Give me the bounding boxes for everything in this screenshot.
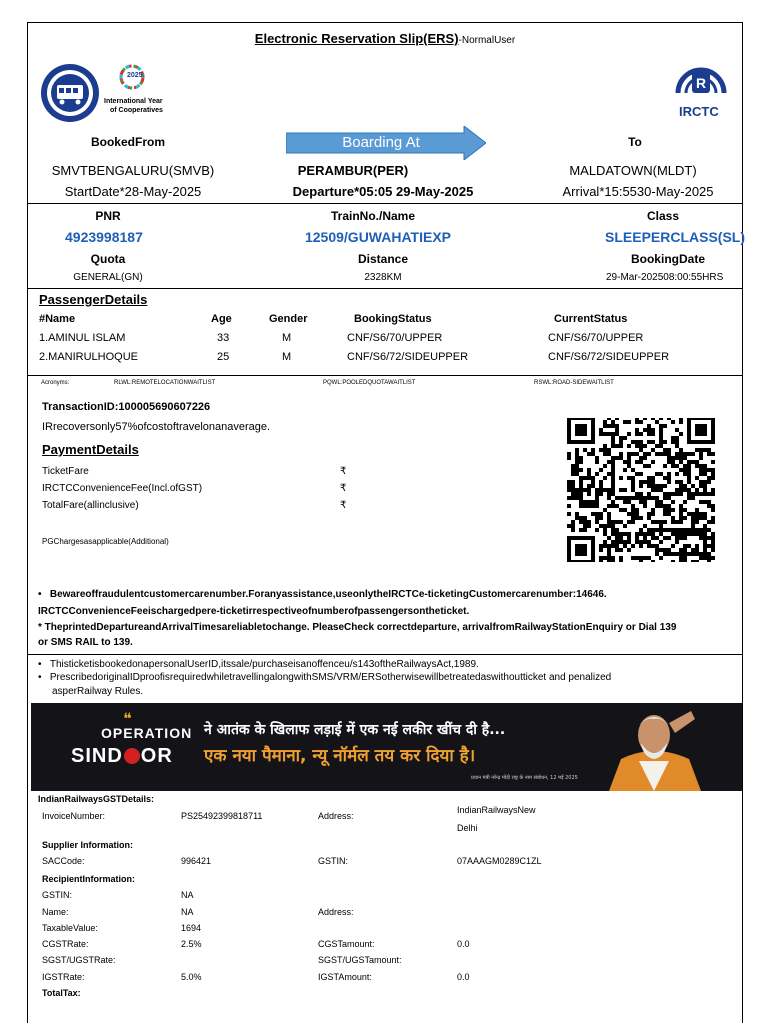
booking-date-value: 29-Mar-202508:00:55HRS (606, 272, 724, 283)
boarding-at-label: Boarding At (342, 134, 420, 151)
pnr-label: PNR (95, 209, 121, 223)
banner-quote-mark: ❝ (123, 709, 132, 728)
banner-caption: प्रधान मंत्री नरेन्द्र मोदी राष्ट्र के नाम संबोधन, 12 मई 2025 (471, 775, 578, 781)
supplier-gstin-value: 07AAAGM0289C1ZL (457, 856, 542, 866)
banner-operation: OPERATION (101, 725, 193, 741)
address-label: Address: (318, 811, 354, 821)
sgst-amount-label: SGST/UGSTamount: (318, 955, 402, 965)
taxable-value-label: TaxableValue: (42, 923, 98, 933)
arrival-time: Arrival*15:5530-May-2025 (562, 184, 714, 199)
sindoor-dot-icon (124, 748, 140, 764)
banner-portrait (599, 703, 709, 791)
notice-bullet-1: • Bewareoffraudulentcustomercarenumber.Foranyassistance,useonlytheIRCTCe-ticketingCustomercarenumber:14646. (38, 589, 607, 600)
recipient-name-label: Name: (42, 907, 69, 917)
total-fare-rupee: ₹ (340, 500, 347, 511)
address-line-2: Delhi (457, 823, 478, 833)
cgst-rate-label: CGSTRate: (42, 939, 89, 949)
col-header-current-status: CurrentStatus (554, 313, 628, 325)
indian-railways-logo (40, 63, 100, 123)
title-main: Electronic Reservation Slip(ERS) (254, 31, 459, 46)
passenger-current-status: CNF/S6/70/UPPER (548, 332, 644, 344)
col-header-age: Age (211, 313, 232, 325)
qr-code (565, 418, 717, 562)
passenger-booking-status: CNF/S6/70/UPPER (347, 332, 443, 344)
sgst-rate-label: SGST/UGSTRate: (42, 955, 116, 965)
passenger-name: 2.MANIRULHOQUE (39, 351, 139, 363)
distance-value: 2328KM (364, 272, 402, 283)
passenger-booking-status: CNF/S6/72/SIDEUPPER (347, 351, 469, 363)
gst-section-title: IndianRailwaysGSTDetails: (38, 794, 155, 804)
coop-text-1: International Year (104, 98, 163, 105)
cgst-amount-value: 0.0 (457, 939, 470, 949)
total-fare-label: TotalFare(allinclusive) (42, 500, 139, 511)
ers-document (27, 22, 746, 1023)
from-station: SMVTBENGALURU(SMVB) (51, 163, 215, 178)
notice-time-change: * TheprintedDepartureandArrivalTimesareliabletochange. PleaseCheck correctdeparture, arrivalfromRailwayStationEnquiry or Dial 139 (38, 622, 677, 633)
col-header-name: #Name (39, 313, 76, 325)
banner-sindoor (71, 745, 173, 768)
cooperatives-logo (104, 63, 174, 119)
passenger-name: 1.AMINUL ISLAM (39, 332, 126, 344)
transaction-id: TransactionID:100005690607226 (42, 401, 211, 413)
acronyms-label: Acronyms: (41, 380, 70, 386)
convenience-fee-rupee: ₹ (340, 483, 347, 494)
recipient-gstin-label: GSTIN: (42, 890, 73, 900)
invoice-label: InvoiceNumber: (42, 811, 106, 821)
sac-label: SACCode: (42, 856, 85, 866)
notice-id-proof: PrescribedoriginalIDproofisrequiredwhiletravellingalongwithSMS/VRM/ERSotherwisewillbetreatedaswithoutticket and penalized (49, 672, 612, 683)
payment-section-title: PaymentDetails (42, 442, 139, 457)
to-station: MALDATOWN(MLDT) (569, 163, 697, 178)
train-value: 12509/GUWAHATIEXP (304, 229, 451, 245)
notice-time-change-cont: or SMS RAIL to 139. (38, 637, 133, 648)
passenger-current-status: CNF/S6/72/SIDEUPPER (548, 351, 670, 363)
coop-year: 2025 (127, 72, 143, 79)
svg-text:R: R (695, 75, 707, 91)
taxable-value: 1694 (181, 923, 202, 933)
boarding-station: PERAMBUR(PER) (297, 163, 409, 178)
divider (28, 375, 742, 376)
class-value: SLEEPERCLASS(SL) (605, 229, 746, 245)
cgst-amount-label: CGSTamount: (318, 939, 375, 949)
sac-value: 996421 (181, 856, 212, 866)
quota-label: Quota (90, 252, 126, 266)
departure-time: Departure*05:05 29-May-2025 (292, 184, 474, 199)
supplier-gstin-label: GSTIN: (318, 856, 349, 866)
pnr-value: 4923998187 (65, 229, 143, 245)
quota-value: GENERAL(GN) (73, 272, 143, 283)
passenger-section-title: PassengerDetails (39, 292, 148, 307)
ticket-fare-label: TicketFare (42, 466, 89, 477)
notice-fraud: Bewareoffraudulentcustomercarenumber.Foranyassistance,useonlytheIRCTCe-ticketingCustomercarenumber:14646. (49, 589, 607, 600)
col-header-gender: Gender (269, 313, 308, 325)
divider (28, 288, 742, 289)
supplier-info-title: Supplier Information: (42, 840, 133, 850)
notice-bullet-3: • PrescribedoriginalIDproofisrequiredwhiletravellingalongwithSMS/VRM/ERSotherwisewillbetreatedaswithoutticket and penalized (38, 672, 612, 683)
acronym-rlwl: RLWL:REMOTELOCATIONWAITLIST (114, 380, 216, 386)
coop-text-2: of Cooperatives (110, 107, 163, 114)
acronym-pqwl: PQWL:POOLEDQUOTAWAITLIST (323, 380, 416, 386)
recipient-name-value: NA (181, 907, 194, 917)
class-label: Class (646, 209, 680, 223)
banner-hindi-line-1: ने आतंक के खिलाफ लड़ाई में एक नई लकीर खींच दी है... (204, 722, 506, 738)
notice-convenience-fee: IRCTCConvenienceFeeischargedpere-ticketirrespectiveofnumberofpassengersontheticket. (38, 606, 470, 617)
ticket-fare-rupee: ₹ (340, 466, 347, 477)
passenger-age: 25 (217, 351, 230, 363)
igst-rate-label: IGSTRate: (42, 972, 85, 982)
recipient-info-title: RecipientInformation: (42, 874, 136, 884)
booking-date-label: BookingDate (630, 252, 705, 266)
ir-recovers-note: IRrecoversonly57%ofcostoftravelonanaverage. (42, 421, 271, 433)
train-label: TrainNo./Name (330, 209, 416, 223)
document-title (28, 31, 742, 46)
convenience-fee-label: IRCTCConvenienceFee(Incl.ofGST) (42, 483, 203, 494)
pg-charges-note: PGChargesasapplicable(Additional) (42, 537, 169, 546)
igst-amount-value: 0.0 (457, 972, 470, 982)
acronym-rswl: RSWL:ROAD-SIDEWAITLIST (534, 380, 614, 386)
recipient-address-label: Address: (318, 907, 354, 917)
passenger-gender: M (282, 351, 292, 363)
divider (28, 654, 742, 655)
notice-personal-id: ThisticketisbookedonapersonalUserID,itssale/purchaseisanoffenceu/s143oftheRailwaysAct,1989. (49, 659, 479, 670)
to-label: To (628, 135, 642, 149)
col-header-booking-status: BookingStatus (354, 313, 432, 325)
cgst-rate-value: 2.5% (181, 939, 202, 949)
notice-id-proof-cont: asperRailway Rules. (52, 686, 144, 697)
operation-sindoor-banner (31, 703, 742, 791)
igst-rate-value: 5.0% (181, 972, 202, 982)
igst-amount-label: IGSTAmount: (318, 972, 372, 982)
banner-hindi-line-2: एक नया पैमाना, न्यू नॉर्मल तय कर दिया है। (204, 746, 476, 766)
passenger-age: 33 (217, 332, 230, 344)
address-line-1: IndianRailwaysNew (457, 805, 536, 815)
distance-label: Distance (357, 252, 409, 266)
banner-sindoor-b: OR (140, 745, 173, 767)
recipient-gstin-value: NA (181, 890, 194, 900)
title-suffix: -NormalUser (458, 35, 516, 46)
banner-sindoor-a: SIND (71, 745, 123, 767)
notice-bullet-2: • ThisticketisbookedonapersonalUserID,itssale/purchaseisanoffenceu/s143oftheRailwaysAct,1989. (38, 659, 479, 670)
passenger-gender: M (282, 332, 292, 344)
irctc-logo (668, 59, 734, 121)
invoice-value: PS25492399818711 (181, 811, 263, 821)
divider (28, 203, 742, 204)
booked-from-label: BookedFrom (90, 135, 165, 149)
irctc-logo-text: IRCTC (679, 104, 719, 119)
total-tax-label: TotalTax: (42, 988, 81, 998)
start-date: StartDate*28-May-2025 (64, 184, 202, 199)
